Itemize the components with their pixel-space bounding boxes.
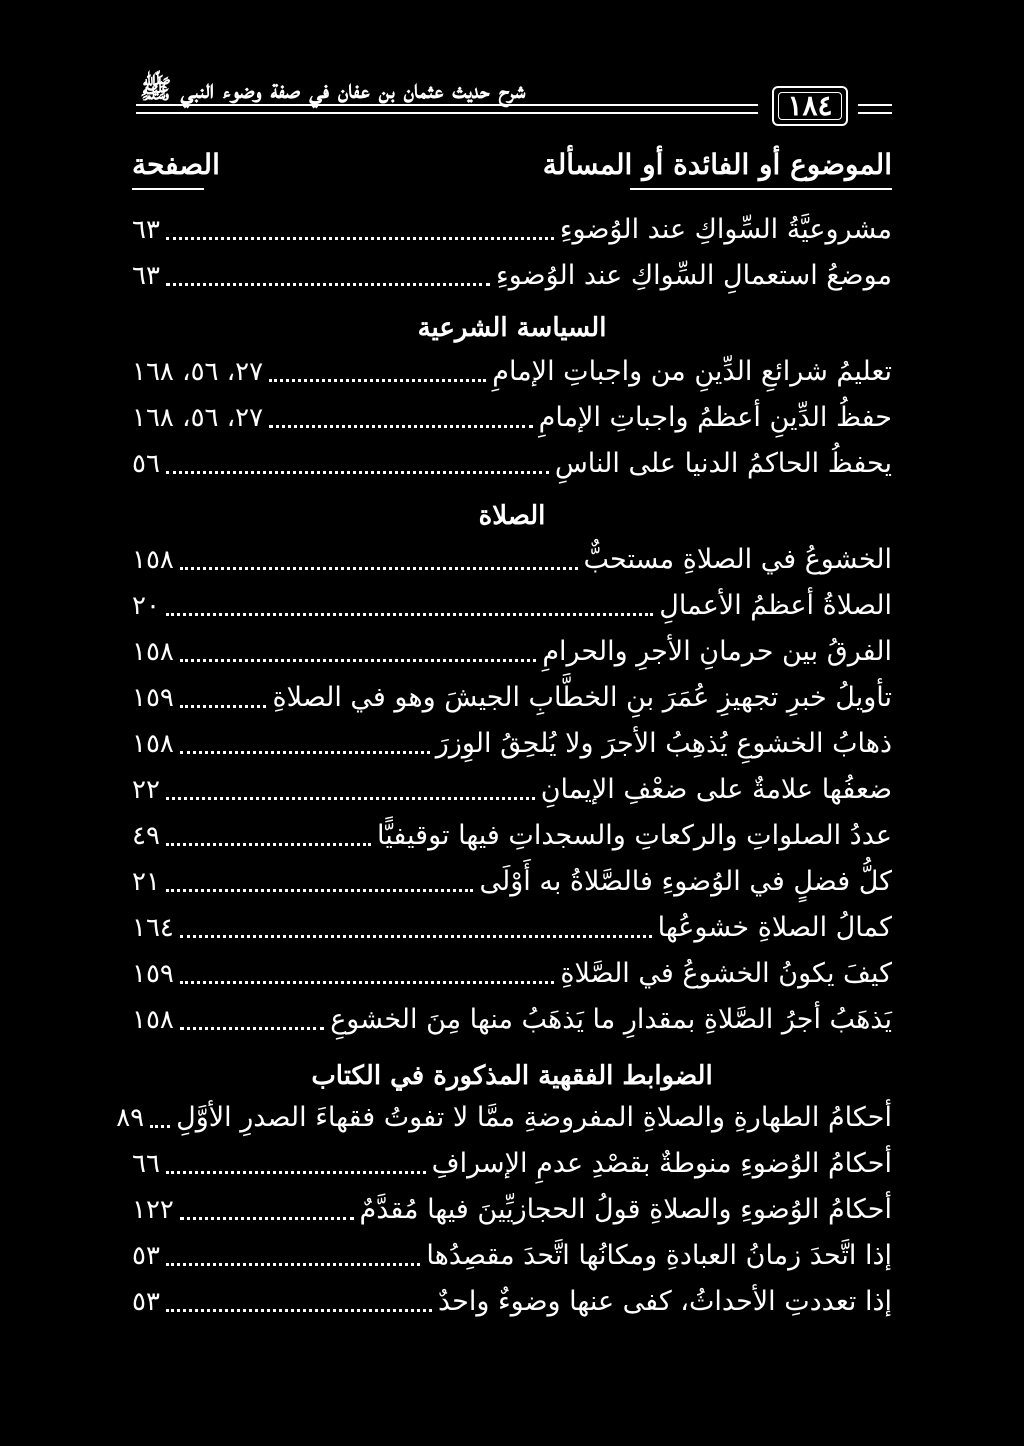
index-entry [132,948,892,994]
entry-pages: ١٥٩ [132,959,174,989]
entry-topic: ضعفُها علامةٌ على ضعْفِ الإيمانِ [540,774,892,805]
index-entry [132,392,892,438]
index-entry [116,1092,892,1138]
column-heading-topic: الموضوع أو الفائدة أو المسألة [542,148,892,181]
entry-topic: مشروعيَّةُ السِّواكِ عند الوُضوءِ [559,214,892,245]
header-double-rule-right [858,104,892,114]
section-heading-salah: الصلاة [478,501,546,531]
leader-dots [269,379,486,382]
entry-pages: ٦٣ [132,215,160,245]
entry-pages: ٥٣ [132,1287,160,1317]
leader-dots [180,935,652,938]
entry-pages: ١٥٨ [132,545,174,575]
entry-pages: ٨٩ [116,1103,145,1133]
entry-topic: عددُ الصلواتِ والركعاتِ والسجداتِ فيها توقيفيًّا [376,820,892,851]
leader-dots [180,981,555,984]
entry-pages: ٢٧، ٥٦، ١٦٨ [132,357,264,387]
leader-dots [166,797,535,800]
index-entry [132,672,892,718]
leader-dots [180,659,536,662]
index-entry [132,994,892,1040]
index-entry [132,626,892,672]
entry-pages: ٥٣ [132,1241,160,1271]
leader-dots [166,237,554,240]
entry-pages: ٦٣ [132,261,160,291]
entry-topic: تعليمُ شرائعِ الدِّينِ من واجباتِ الإمامِ [492,356,892,387]
leader-dots [166,1263,420,1266]
entry-topic: الخشوعُ في الصلاةِ مستحبٌّ [583,544,892,575]
column-heading-topic-underline [630,188,892,190]
index-entry [132,534,892,580]
index-entry [132,1276,892,1322]
leader-dots [180,751,430,754]
entry-topic: كلُّ فضلٍ في الوُضوءِ فالصَّلاةُ به أَوْلَى [479,866,892,897]
index-entry [132,810,892,856]
entry-topic: موضعُ استعمالِ السِّواكِ عند الوُضوءِ [496,260,892,291]
index-entry [132,346,892,392]
index-entry [132,718,892,764]
index-entry [132,250,892,296]
entry-topic: الصلاةُ أعظمُ الأعمالِ [659,590,892,621]
leader-dots [166,471,549,474]
leader-dots [166,1309,432,1312]
entry-topic: يَذهَبُ أجرُ الصَّلاةِ بمقدارِ ما يَذهَبُ منها مِنَ الخشوعِ [330,1004,892,1035]
leader-dots [166,283,490,286]
entry-pages: ٢١ [132,867,160,897]
leader-dots [166,843,371,846]
entry-pages: ١٢٢ [132,1195,174,1225]
entry-topic: إذا اتَّحدَ زمانُ العبادةِ ومكانُها اتَّحدَ مقصِدُها [426,1240,892,1271]
column-heading-page-underline [132,188,204,190]
index-entry [132,1184,892,1230]
index-entry [132,1230,892,1276]
entry-topic: أحكامُ الوُضوءِ والصلاةِ قولُ الحجازيِّينَ فيها مُقدَّمٌ [359,1194,892,1225]
leader-dots [180,567,578,570]
index-entry [132,856,892,902]
leader-dots [150,1125,170,1128]
entry-pages: ٤٩ [132,821,160,851]
entry-topic: الفرقُ بين حرمانِ الأجرِ والحرامِ [542,636,892,667]
column-heading-page: الصفحة [132,148,220,181]
leader-dots [180,1027,324,1030]
index-entry [132,580,892,626]
entry-pages: ٢٠ [132,591,160,621]
entry-pages: ٦٦ [132,1149,160,1179]
entry-topic: أحكامُ الوُضوءِ منوطةٌ بقصْدِ عدمِ الإسرافِ [431,1148,892,1179]
entry-pages: ٢٧، ٥٦، ١٦٨ [132,403,264,433]
leader-dots [180,705,267,708]
leader-dots [269,425,533,428]
leader-dots [166,1171,426,1174]
entry-pages: ١٥٩ [132,683,174,713]
entry-pages: ١٥٨ [132,1005,174,1035]
entry-pages: ١٦٤ [132,913,174,943]
page-number: ١٨٤ [772,86,848,126]
entry-pages: ٢٢ [132,775,160,805]
leader-dots [166,613,653,616]
index-entry [132,902,892,948]
running-header-title: شرح حديث عثمان بن عفان في صفة وضوء النبي ﷺ [140,75,526,105]
leader-dots [180,1217,354,1220]
entry-topic: يحفظُ الحاكمُ الدنيا على الناسِ [554,448,892,479]
entry-topic: إذا تعددتِ الأحداثُ، كفى عنها وضوءٌ واحدٌ [437,1286,892,1317]
entry-pages: ٥٦ [132,449,160,479]
entry-topic: حفظُ الدِّينِ أعظمُ واجباتِ الإمامِ [538,402,892,433]
section-heading-siyasa: السياسة الشرعية [417,313,607,343]
entry-topic: أحكامُ الطهارةِ والصلاةِ المفروضةِ ممَّا لا تفوتُ فقهاءَ الصدرِ الأوَّلِ [176,1102,892,1133]
index-entry [132,764,892,810]
entry-pages: ١٥٨ [132,729,174,759]
entry-pages: ١٥٨ [132,637,174,667]
entry-topic: كمالُ الصلاةِ خشوعُها [657,912,892,943]
index-entry [132,204,892,250]
entry-topic: كيفَ يكونُ الخشوعُ في الصَّلاةِ [560,958,892,989]
header-double-rule [136,104,758,114]
entry-topic: تأويلُ خبرِ تجهيزِ عُمَرَ بنِ الخطَّابِ الجيشَ وهو في الصلاةِ [272,682,892,713]
entry-topic: ذهابُ الخشوعِ يُذهِبُ الأجرَ ولا يُلحِقُ الوِزرَ [435,728,892,759]
index-entry [132,438,892,484]
index-entry [132,1138,892,1184]
leader-dots [166,889,474,892]
section-heading-dawabit: الضوابط الفقهية المذكورة في الكتاب [311,1061,713,1091]
